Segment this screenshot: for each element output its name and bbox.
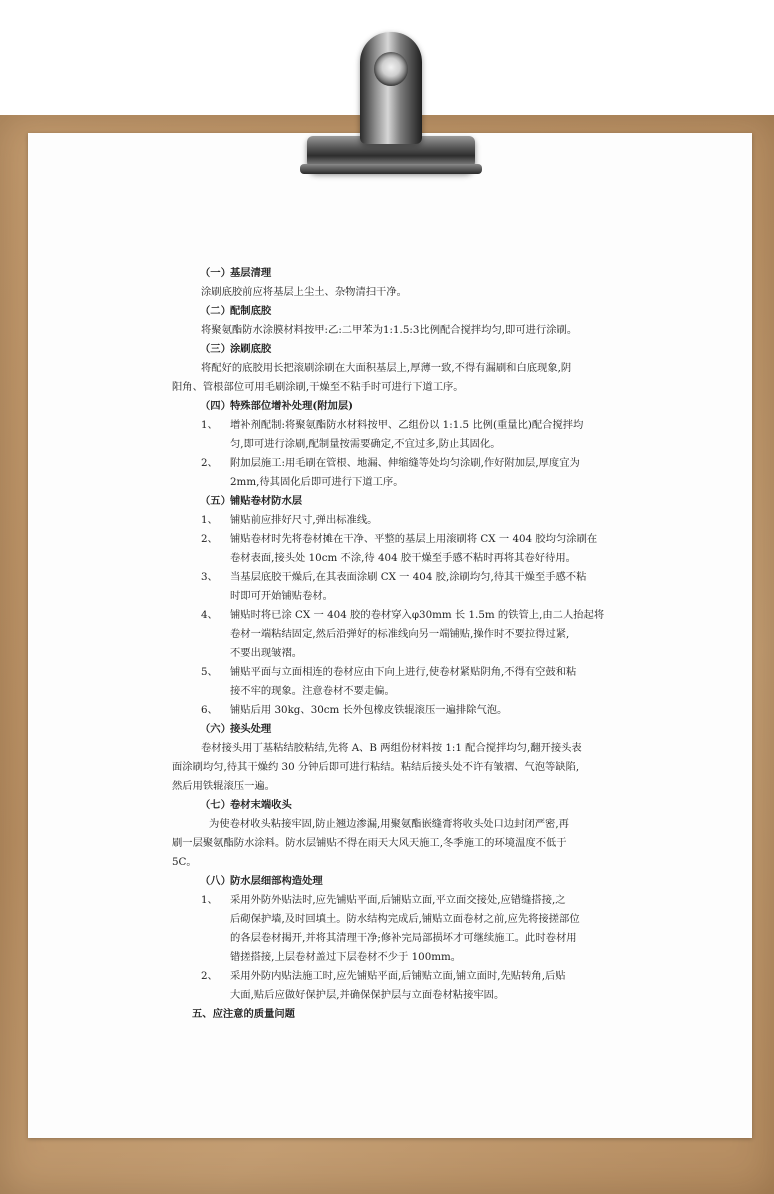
section-heading-7: （七）卷材末端收头 — [200, 799, 292, 811]
paragraph-cont: 面涂刷均匀,待其干燥约 30 分钟后即可进行粘结。粘结后接头处不许有皱褶、气泡等缺陷, — [172, 761, 580, 773]
paragraph: 为使卷材收头粘接牢固,防止翘边渗漏,用聚氨酯嵌缝膏将收头处口边封闭严密,再 — [209, 818, 569, 830]
list-item: 1、 采用外防外贴法时,应先铺贴平面,后铺贴立面,平立面交接处,应错缝搭接,之 — [201, 894, 566, 906]
list-item-cont: 卷材一端粘结固定,然后沿弹好的标准线向另一端铺贴,操作时不要拉得过紧, — [230, 628, 570, 640]
paragraph-cont: 阳角、管根部位可用毛刷涂刷,干燥至不粘手时可进行下道工序。 — [172, 381, 464, 393]
paragraph: 涂刷底胶前应将基层上尘土、杂物清扫干净。 — [201, 286, 407, 298]
binder-clip-lever — [360, 32, 422, 144]
list-item-cont: 2mm,待其固化后即可进行下道工序。 — [230, 476, 404, 488]
list-item: 1、 铺贴前应排好尺寸,弹出标准线。 — [201, 514, 378, 526]
list-item: 5、 铺贴平面与立面相连的卷材应由下向上进行,使卷材紧贴阴角,不得有空鼓和粘 — [201, 666, 577, 678]
list-item-cont: 时即可开始铺贴卷材。 — [230, 590, 333, 602]
section-heading-1: （一）基层清理 — [200, 267, 272, 279]
list-item: 2、 铺贴卷材时先将卷材摊在干净、平整的基层上用滚刷将 CX 一 404 胶均匀涂刷在 — [201, 533, 598, 545]
list-item-cont: 错搓搭接,上层卷材盖过下层卷材不少于 100mm。 — [230, 951, 462, 963]
paragraph-cont: 然后用铁辊滚压一遍。 — [172, 780, 275, 792]
list-item: 1、 增补剂配制:将聚氨酯防水材料按甲、乙组份以 1:1.5 比例(重量比)配合搅拌均 — [201, 419, 584, 431]
list-item: 2、 采用外防内贴法施工时,应先铺贴平面,后铺贴立面,铺立面时,先贴转角,后贴 — [201, 970, 566, 982]
list-item: 3、 当基层底胶干燥后,在其表面涂刷 CX 一 404 胶,涂刷均匀,待其干燥至手感不粘 — [201, 571, 587, 583]
section-heading-6: （六）接头处理 — [200, 723, 272, 735]
list-item: 4、 铺贴时将已涂 CX 一 404 胶的卷材穿入φ30mm 长 1.5m 的铁管上,由二人抬起将 — [201, 609, 605, 621]
list-item-cont: 匀,即可进行涂刷,配制量按需要确定,不宜过多,防止其固化。 — [230, 438, 501, 450]
list-item-cont: 接不牢的现象。注意卷材不要走偏。 — [230, 685, 395, 697]
section-heading-8: （八）防水层细部构造处理 — [200, 875, 323, 887]
section-heading-2: （二）配制底胶 — [200, 305, 272, 317]
section-heading-5: （五）铺贴卷材防水层 — [200, 495, 303, 507]
document-body — [172, 264, 612, 1024]
chapter-heading: 五、应注意的质量问题 — [192, 1008, 295, 1020]
binder-clip-lip — [300, 164, 482, 174]
list-item: 2、 附加层施工:用毛刷在管根、地漏、伸缩缝等处均匀涂刷,作好附加层,厚度宜为 — [201, 457, 580, 469]
list-item-cont: 卷材表面,接头处 10cm 不涂,待 404 胶干燥至手感不粘时再将其卷好待用。 — [230, 552, 576, 564]
paragraph-cont: 5C。 — [172, 856, 197, 868]
list-item-cont: 大面,贴后应做好保护层,并确保保护层与立面卷材粘接牢固。 — [230, 989, 505, 1001]
paragraph-cont: 刷一层聚氨酯防水涂料。防水层铺贴不得在雨天大风天施工,冬季施工的环境温度不低于 — [172, 837, 567, 849]
paragraph: 将配好的底胶用长把滚刷涂刷在大面积基层上,厚薄一致,不得有漏刷和白底现象,阴 — [201, 362, 572, 374]
list-item-cont: 后砌保护墙,及时回填土。防水结构完成后,铺贴立面卷材之前,应先将接搓部位 — [230, 913, 580, 925]
section-heading-3: （三）涂刷底胶 — [200, 343, 272, 355]
binder-clip-hole — [374, 52, 408, 86]
section-heading-4: （四）特殊部位增补处理(附加层) — [200, 400, 354, 412]
list-item-cont: 的各层卷材揭开,并将其清理干净;修补完局部损坏才可继续施工。此时卷材用 — [230, 932, 577, 944]
list-item: 6、 铺贴后用 30kg、30cm 长外包橡皮铁辊滚压一遍排除气泡。 — [201, 704, 508, 716]
list-item-cont: 不要出现皱褶。 — [230, 647, 303, 659]
paragraph: 将聚氨酯防水涂膜材料按甲:乙:二甲苯为1:1.5:3比例配合搅拌均匀,即可进行涂刷。 — [201, 324, 578, 336]
paragraph: 卷材接头用丁基粘结胶粘结,先将 A、B 两组份材料按 1:1 配合搅拌均匀,翻开接头表 — [201, 742, 582, 754]
